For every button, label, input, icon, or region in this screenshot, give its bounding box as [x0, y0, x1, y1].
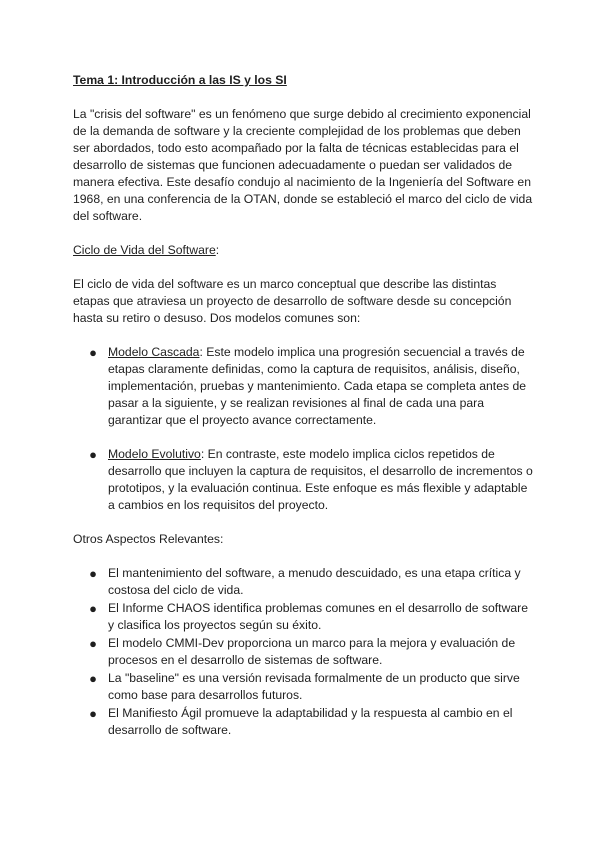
list-item-model-evolutivo [73, 446, 535, 514]
bullet-icon: ● [89, 601, 97, 616]
section-heading-lifecycle [73, 242, 535, 259]
section-heading-lifecycle-colon: : [215, 243, 220, 257]
list-item-text: El mantenimiento del software, a menudo descuidado, es una etapa crítica y costosa del ciclo de vida. [108, 566, 521, 597]
model-description: : Este modelo implica una progresión secuencial a través de etapas claramente definidas, como la captura de requisitos, análisis, diseño, implementación, pruebas y mantenimiento. Cada etapa se completa antes de pasar a la siguiente, y se realizan revisiones al final de cada una para garantizar que el proyecto avance correctamente. [108, 345, 527, 427]
bullet-icon: ● [89, 636, 97, 651]
model-name: Modelo Cascada [108, 345, 200, 359]
list-item-text: El modelo CMMI-Dev proporciona un marco para la mejora y evaluación de procesos en el desarrollo de sistemas de software. [108, 636, 516, 667]
list-item [73, 600, 535, 634]
list-item [73, 670, 535, 704]
bullet-icon: ● [89, 671, 97, 686]
bullet-icon: ● [89, 706, 97, 721]
list-item-text: El Informe CHAOS identifica problemas comunes en el desarrollo de software y clasifica los proyectos según su éxito. [108, 601, 528, 632]
aspects-list [73, 565, 535, 739]
document-content [73, 72, 535, 739]
section-heading-aspects: Otros Aspectos Relevantes: [73, 532, 224, 546]
section-heading-lifecycle-text: Ciclo de Vida del Software [73, 243, 216, 257]
list-item [73, 635, 535, 669]
list-item-text: El Manifiesto Ágil promueve la adaptabilidad y la respuesta al cambio en el desarrollo de software. [108, 706, 513, 737]
model-name: Modelo Evolutivo [108, 447, 201, 461]
list-item [73, 705, 535, 739]
list-item-model-cascada [73, 344, 535, 429]
page-title: Tema 1: Introducción a las IS y los SI [73, 73, 287, 87]
bullet-icon: ● [89, 345, 97, 360]
list-item-text: La "baseline" es una versión revisada formalmente de un producto que sirve como base para desarrollos futuros. [108, 671, 520, 702]
lifecycle-paragraph: El ciclo de vida del software es un marco conceptual que describe las distintas etapas que atraviesa un proyecto de desarrollo de software desde su concepción hasta su retiro o desuso. Dos modelos comunes son: [73, 277, 512, 325]
model-description: : En contraste, este modelo implica ciclos repetidos de desarrollo que incluyen la captura de requisitos, el desarrollo de incrementos o prototipos, y la evaluación continua. Este enfoque es más flexible y adaptable a cambios en los requisitos del proyecto. [108, 447, 533, 512]
bullet-icon: ● [89, 566, 97, 581]
bullet-icon: ● [89, 447, 97, 462]
intro-paragraph: La "crisis del software" es un fenómeno que surge debido al crecimiento exponencial de la demanda de software y la creciente complejidad de los problemas que deben ser abordados, todo esto acompañado por la falta de técnicas establecidas para el desarrollo de sistemas que funcionen adecuadamente o puedan ser validados de manera efectiva. Este desafío condujo al nacimiento de la Ingeniería del Software en 1968, en una conferencia de la OTAN, donde se estableció el marco del ciclo de vida del software. [73, 107, 533, 223]
list-item [73, 565, 535, 599]
models-list [73, 344, 535, 514]
